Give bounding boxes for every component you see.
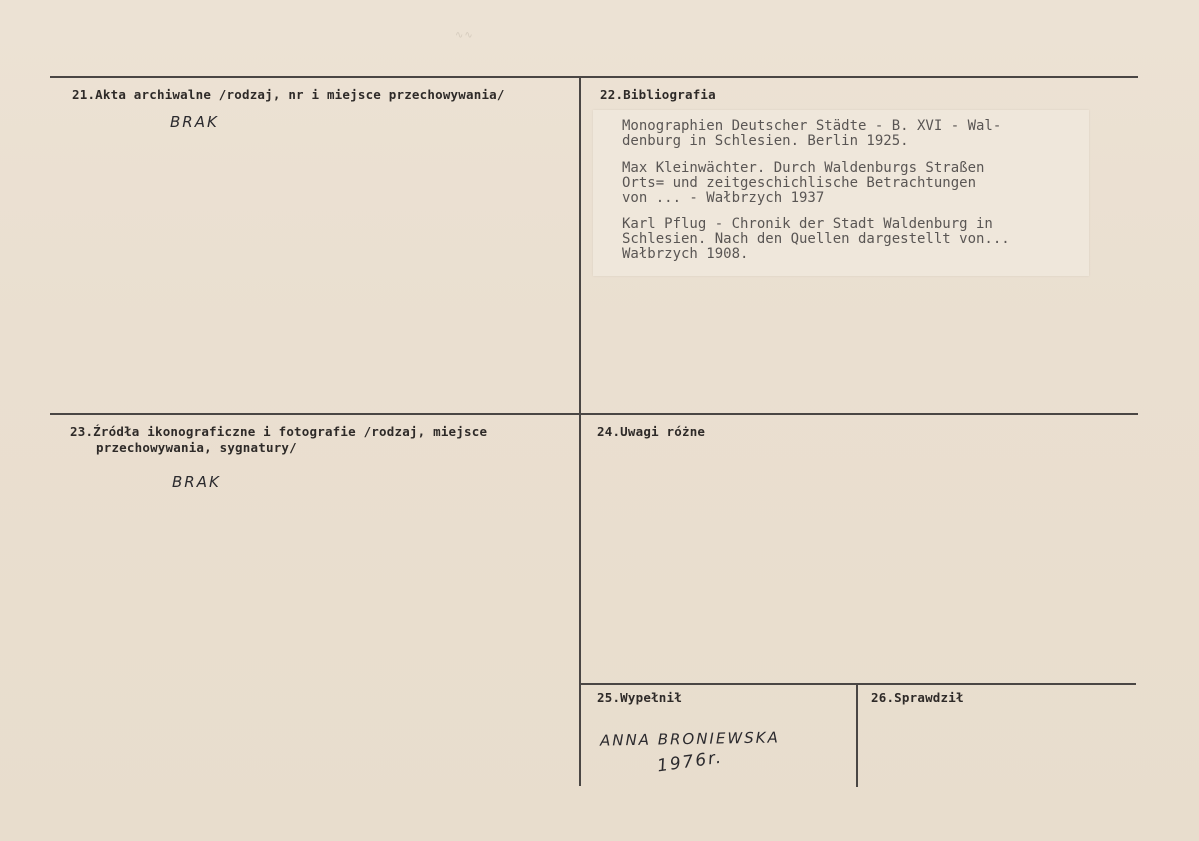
section-25-title: 25.Wypełnił — [597, 690, 682, 705]
section-21-value: BRAK — [170, 113, 219, 131]
section-23-title-line-1: 23.Źródła ikonograficzne i fotografie /rodzaj, miejsce — [70, 424, 488, 439]
bibliography-entry-3-line-2: Schlesien. Nach den Quellen dargestellt von... — [622, 231, 1010, 247]
filled-by-date: 1976r. — [655, 747, 725, 777]
signature-divider — [856, 683, 858, 787]
bibliography-entry-1-line-1: Monographien Deutscher Städte - B. XVI - Wal- — [622, 118, 1002, 134]
section-26-title: 26.Sprawdził — [871, 690, 964, 705]
bibliography-entry-2-line-3: von ... - Wałbrzych 1937 — [622, 190, 825, 206]
bibliography-slip — [593, 110, 1089, 276]
section-23-title-line-2: przechowywania, sygnatury/ — [96, 440, 297, 455]
center-divider — [579, 76, 581, 786]
bibliography-entry-1-line-2: denburg in Schlesien. Berlin 1925. — [622, 133, 909, 149]
top-rule — [50, 76, 1138, 78]
filled-by-name: ANNA BRONIEWSKA — [599, 728, 780, 750]
bibliography-entry-2-line-1: Max Kleinwächter. Durch Waldenburgs Straßen — [622, 160, 985, 176]
faint-mark: ∿∿ — [455, 30, 474, 41]
bibliography-entry-2-line-2: Orts= und zeitgeschichlische Betrachtungen — [622, 175, 977, 191]
section-24-title: 24.Uwagi różne — [597, 424, 706, 439]
middle-rule — [50, 413, 1138, 415]
section-23-value: BRAK — [172, 473, 221, 491]
bibliography-entry-3-line-3: Wałbrzych 1908. — [622, 246, 749, 262]
bibliography-entry-3-line-1: Karl Pflug - Chronik der Stadt Waldenburg in — [622, 216, 993, 232]
section-22-title: 22.Bibliografia — [600, 87, 716, 102]
section-21-title: 21.Akta archiwalne /rodzaj, nr i miejsce przechowywania/ — [72, 87, 505, 102]
